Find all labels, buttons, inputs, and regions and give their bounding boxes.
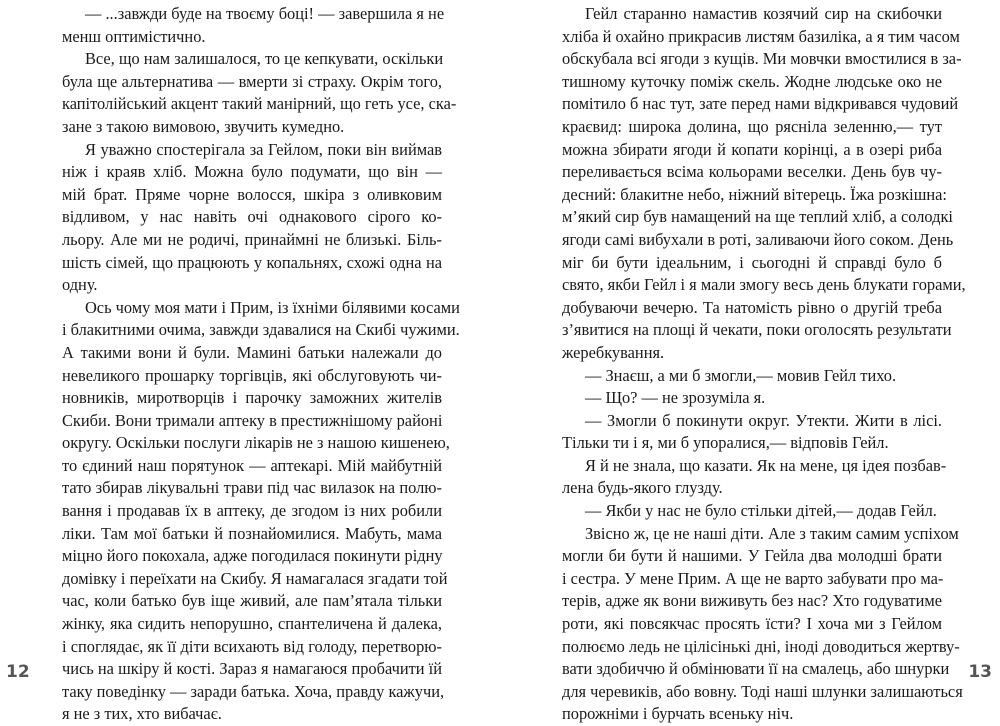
text-line: терів, адже як вони виживуть без нас? Хто годуватиме	[562, 591, 942, 611]
text-line: А такими вони й були. Мамині батьки належали до	[62, 342, 442, 362]
page-number-right: 13	[968, 662, 992, 682]
text-line: обскубала всі ягоди з кущів. Ми мовчки вмостилися в за-	[562, 49, 962, 69]
text-line: тато збирав лікувальні трави під час вилазок на полю-	[62, 478, 442, 498]
text-line: чись на шкіру й кості. Зараз я намагаюся пробачити їй	[62, 659, 442, 679]
text-line: таку поведінку — заради батька. Хоча, правду кажучи,	[62, 681, 445, 701]
text-line: менш оптимістично.	[62, 26, 206, 46]
text-line: десний: блакитне небо, ніжний вітерець. Їжа розкішна:	[562, 184, 947, 204]
text-line: і блакитними очима, завжди здавалися на Скибі чужими.	[62, 320, 460, 340]
text-line: час, коли батько був іще живий, але пам’ятала тільки	[62, 591, 442, 611]
text-line: краєвид: широка долина, що рясніла зеленню,— тут	[562, 116, 942, 136]
text-line: округу. Оскільки послуги лікарів не з нашою кишенею,	[62, 433, 450, 453]
text-line: невеликого прошарку торгівців, які обслуговують чи-	[62, 365, 442, 385]
text-line: м’який сир був намащений на ще теплий хліб, а солодкі	[562, 207, 953, 227]
text-line: помітило б нас тут, зате перед нами відкривався чудовий	[562, 94, 959, 114]
right-page-text	[562, 3, 966, 726]
page-number-left: 12	[6, 662, 30, 682]
text-line: порожніми і бурчать всеньку ніч.	[562, 704, 794, 724]
text-line: хліба й охайно прикрасив листям базиліка, а я тим часом	[562, 26, 960, 46]
left-page	[0, 0, 500, 724]
text-line: — Знаєш, а ми б змогли,— мовив Гейл тихо.	[584, 365, 897, 385]
text-line: Гейл старанно намастив козячий сир на скибочки	[584, 4, 942, 23]
text-line: — Якби у нас не було стільки дітей,— додав Гейл.	[584, 501, 937, 521]
text-line: свято, якби Гейл і я мали змогу весь день блукати горами,	[562, 275, 966, 295]
text-line: і споглядає, як її діти всихають від голоду, перетворю-	[62, 636, 442, 656]
text-line: вати здобиччю й обмінювати її на смалець, або шнурки	[562, 659, 950, 679]
text-line: шість сімей, що працюють у копальнях, схожі одна на	[62, 252, 442, 272]
text-line: льору. Але ми не родичі, принаймні не близькі. Біль-	[62, 229, 442, 249]
text-line: Тільки ти і я, ми б упоралися,— відповів Гейл.	[562, 433, 889, 453]
text-line: добуваючи вечерю. Та натомість рівно о другій треба	[562, 297, 942, 317]
text-line: з’явитися на площі й чекати, поки оголосять результати	[562, 320, 952, 340]
text-line: жеребкування.	[562, 342, 665, 362]
text-line: міцно його покохала, адже погодилася покинути рідну	[62, 546, 443, 566]
text-line: була ще альтернатива — вмерти зі страху. Окрім того,	[62, 71, 442, 91]
text-line: Я уважно спостерігала за Гейлом, поки він виймав	[84, 139, 442, 159]
text-line: ягоди самі вибухали в роті, заливаючи його соком. День	[562, 229, 954, 249]
text-line: — ...завжди буде на твоєму боці! — завершила я не	[84, 4, 445, 23]
text-line: могли би бути й нашими. У Гейла два молодші брати	[562, 546, 942, 566]
text-line: відливом, у нас навіть очі однакового сірого ко-	[62, 207, 442, 227]
text-line: Я й не знала, що казати. Як на мене, ця ідея позбав-	[584, 455, 947, 475]
text-line: переливається всіма кольорами веселки. День був чу-	[562, 162, 942, 182]
left-page-text	[62, 3, 460, 726]
text-line: Звісно ж, це не наші діти. Але з таким самим успіхом	[584, 523, 959, 543]
right-page	[500, 0, 1000, 724]
text-line: тишному куточку поміж скель. Жодне людське око не	[562, 71, 942, 91]
text-line: то єдиний наш порятунок — аптекарі. Мій майбутній	[62, 455, 442, 475]
text-line: зане з такою вимовою, звучить кумедно.	[62, 116, 345, 136]
text-line: можна збирати ягоди й копати корінці, а в озері риба	[562, 139, 942, 159]
text-line: вання і продавав їх в аптеку, де згодом із них робили	[62, 501, 442, 521]
text-line: я не з тих, хто вибачає.	[62, 704, 222, 724]
text-line: мій брат. Пряме чорне волосся, шкіра з оливковим	[62, 184, 442, 204]
text-line: роти, які повсякчас просять їсти? І хоча ми з Гейлом	[562, 614, 942, 634]
text-line: Ось чому моя мати і Прим, із їхніми білявими косами	[84, 297, 460, 317]
text-line: — Що? — не зрозуміла я.	[584, 388, 766, 408]
text-line: домівку і переїхати на Скибу. Я намагалася згадати той	[62, 568, 448, 588]
text-line: полюємо ледь не цілісінькі дні, іноді доводиться жертву-	[562, 636, 960, 656]
text-line: ліки. Там мої батьки й познайомилися. Мабуть, мама	[62, 523, 442, 543]
text-line: ніж і краяв хліб. Можна було подумати, що він —	[62, 162, 442, 182]
text-line: лена будь-якого глузду.	[562, 478, 723, 498]
text-line: і сестра. У мене Прим. А ще не варто забувати про ма-	[562, 568, 944, 588]
text-line: міг би бути ідеальним, і сьогодні й справді було б	[562, 252, 942, 272]
text-line: Все, що нам залишалося, то це кепкувати, оскільки	[84, 49, 444, 69]
text-line: капітолійський акцент такий манірний, що геть усе, ска-	[62, 94, 457, 114]
text-line: жінку, яка сидить непорушно, спантеличена й далека,	[62, 614, 442, 634]
text-line: новників, миротворців і парочку заможних жителів	[62, 388, 442, 408]
text-line: для черевиків, або вовну. Тоді наші шлунки залишаються	[562, 681, 963, 701]
text-line: одну.	[62, 275, 98, 295]
text-line: Скиби. Вони тримали аптеку в престижнішому районі	[62, 410, 443, 430]
text-line: — Змогли б покинути округ. Утекти. Жити в лісі.	[584, 410, 942, 430]
